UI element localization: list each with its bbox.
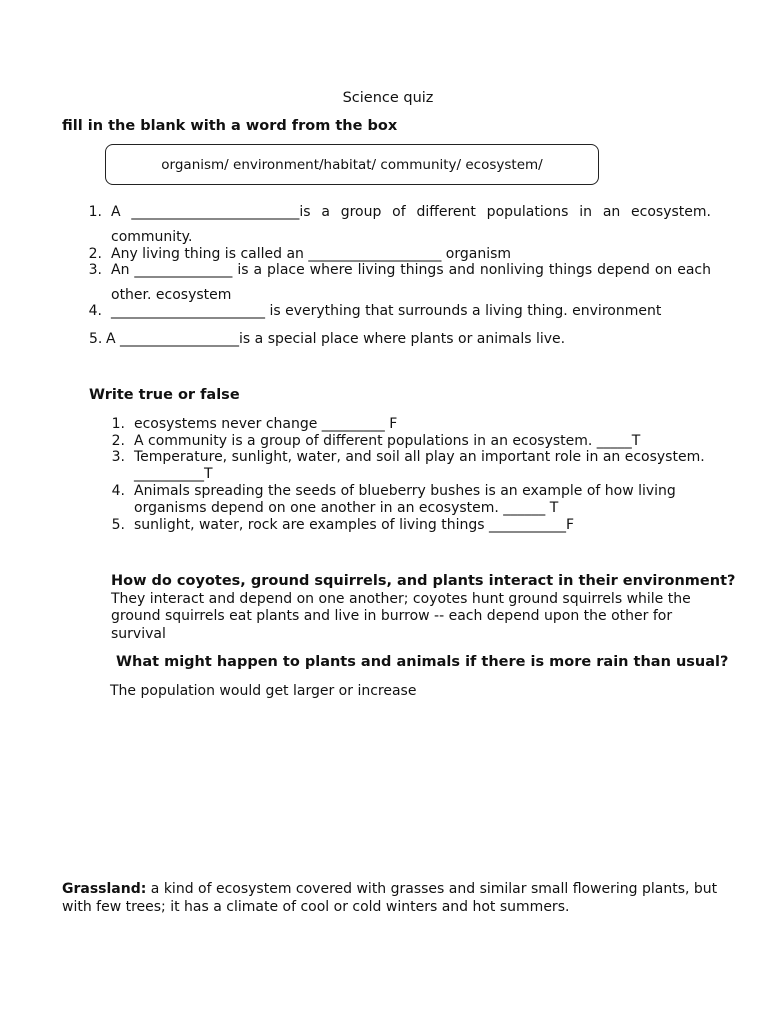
item-text: ______________________ is everything that surrounds a living thing. environment [111, 303, 662, 319]
definition-grassland [62, 881, 717, 897]
word-box-text: organism/ environment/habitat/ community/ ecosystem/ [161, 157, 543, 173]
question-coyotes: How do coyotes, ground squirrels, and plants interact in their environment? [111, 573, 736, 589]
fill-blank-heading: fill in the blank with a word from the box [62, 118, 398, 134]
item-number: 5. [111, 517, 125, 533]
definition-text-cont: with few trees; it has a climate of cool or cold winters and hot summers. [62, 899, 570, 915]
item-number: 3. [88, 262, 102, 278]
item-text: A ________________________is a group of different populations in an ecosystem. [111, 204, 711, 220]
question-rain: What might happen to plants and animals if there is more rain than usual? [116, 654, 729, 670]
item-text: An ______________ is a place where living things and nonliving things depend on each [111, 262, 711, 278]
item-number: 2. [111, 433, 125, 449]
item-number: 3. [111, 449, 125, 465]
item-text: ecosystems never change _________ F [134, 416, 398, 432]
item-text: A community is a group of different populations in an ecosystem. _____T [134, 433, 641, 449]
item-number: 1. [88, 204, 102, 220]
definition-text: a kind of ecosystem covered with grasses and similar small flowering plants, but [146, 881, 718, 897]
item-text-cont: organisms depend on one another in an ecosystem. ______ T [134, 500, 559, 516]
word-box [105, 144, 599, 185]
item-number: 2. [88, 246, 102, 262]
item-text: sunlight, water, rock are examples of living things ___________F [134, 517, 575, 533]
item-number: 1. [111, 416, 125, 432]
item-text-cont: __________T [134, 466, 213, 482]
answer-line: survival [111, 626, 166, 642]
item-number: 4. [111, 483, 125, 499]
answer-line: ground squirrels eat plants and live in burrow -- each depend upon the other for [111, 608, 673, 624]
page-title: Science quiz [342, 90, 434, 106]
true-false-heading: Write true or false [89, 387, 240, 403]
item-text-cont: community. [111, 229, 193, 245]
item-number: 4. [88, 303, 102, 319]
definition-term: Grassland: [62, 881, 147, 897]
item-text: Any living thing is called an ___________________ organism [111, 246, 512, 262]
item-text-cont: other. ecosystem [111, 287, 232, 303]
answer-line: They interact and depend on one another; coyotes hunt ground squirrels while the [111, 591, 691, 607]
answer-rain: The population would get larger or increase [110, 683, 417, 699]
item-text: Temperature, sunlight, water, and soil all play an important role in an ecosystem. [134, 449, 705, 465]
item-text: A _________________is a special place where plants or animals live. [106, 331, 566, 347]
item-number: 5. [89, 331, 103, 347]
item-text: Animals spreading the seeds of blueberry bushes is an example of how living [134, 483, 676, 499]
